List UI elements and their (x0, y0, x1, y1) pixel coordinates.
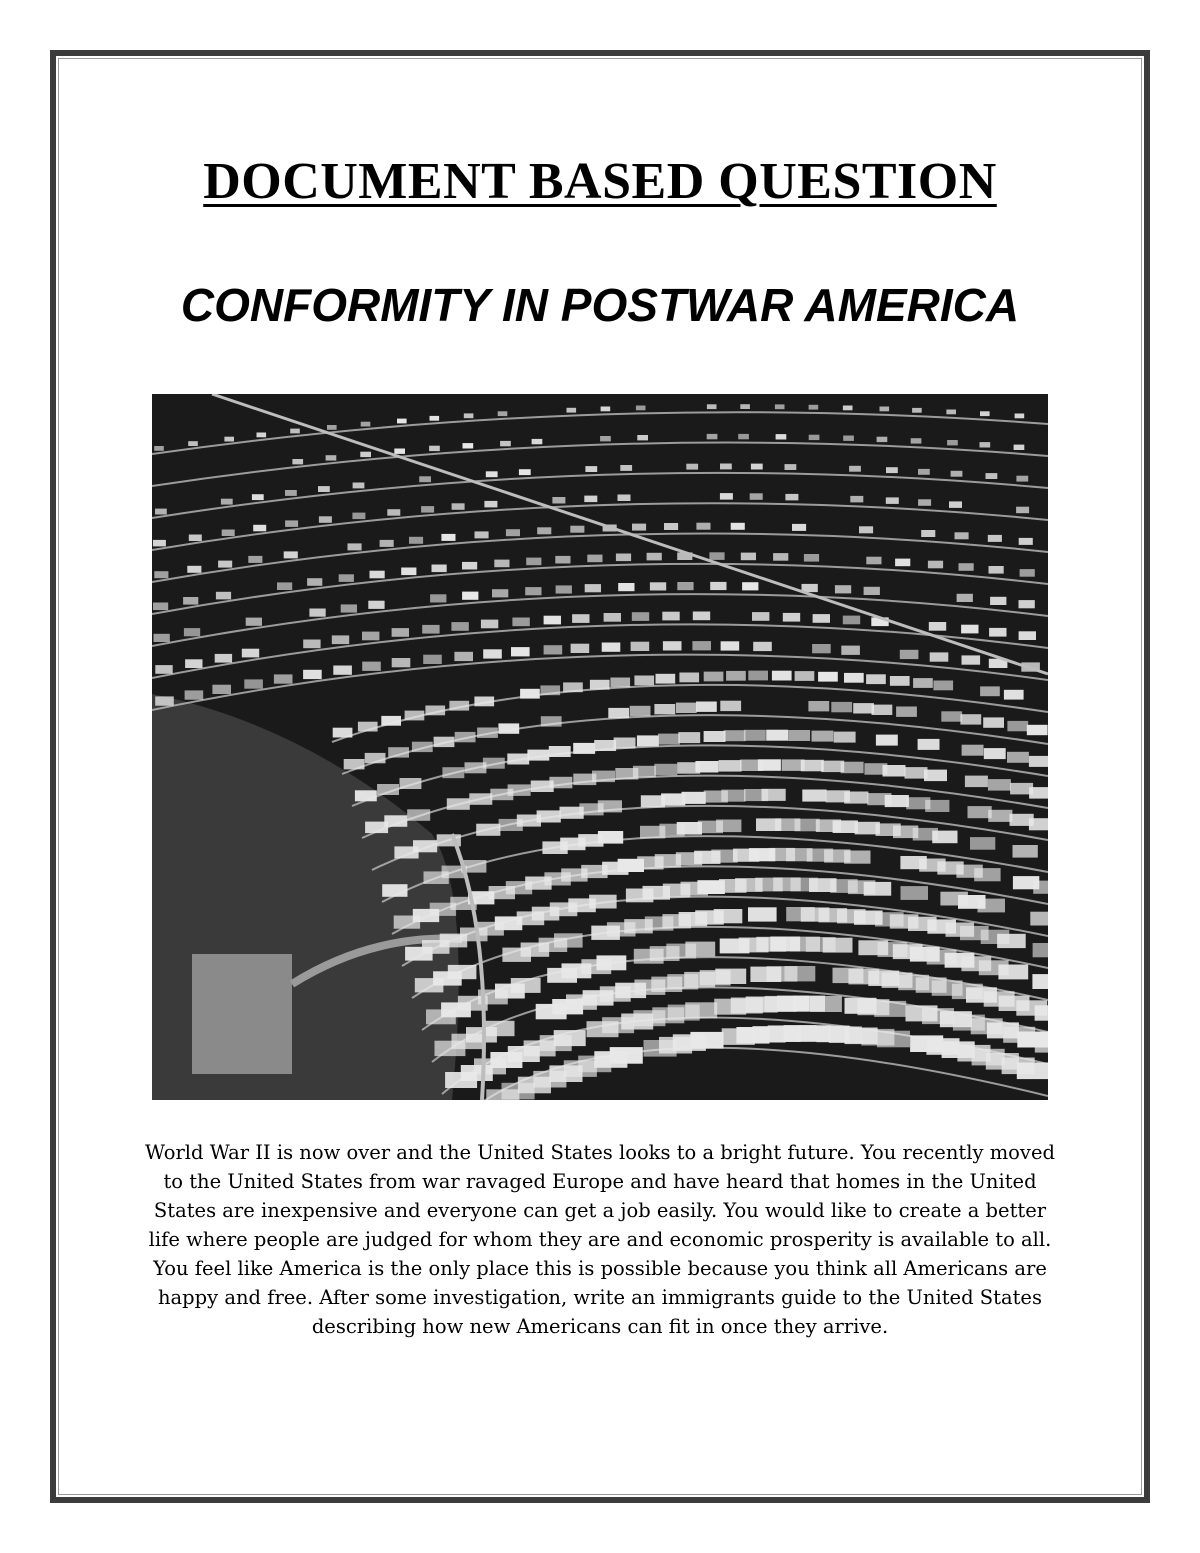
aerial-suburb-photo-icon (152, 394, 1048, 1100)
page-border (50, 50, 1150, 1503)
aerial-suburb-photo (152, 394, 1048, 1100)
page-title: DOCUMENT BASED QUESTION (203, 153, 997, 210)
intro-paragraph: World War II is now over and the United States looks to a bright future. You recently moved to the United States from war ravaged Europe and have heard that homes in the United States are inexpensive and everyone can get a job easily. You would like to create a better life where people are judged for whom they are and economic prosperity is available to all. You feel like America is the only place this is possible because you think all Americans are happy and free. After some investigation, write an immigrants guide to the United States describing how new Americans can fit in once they arrive. (145, 1141, 1055, 1338)
page-subtitle: CONFORMITY IN POSTWAR AMERICA (180, 279, 1020, 331)
